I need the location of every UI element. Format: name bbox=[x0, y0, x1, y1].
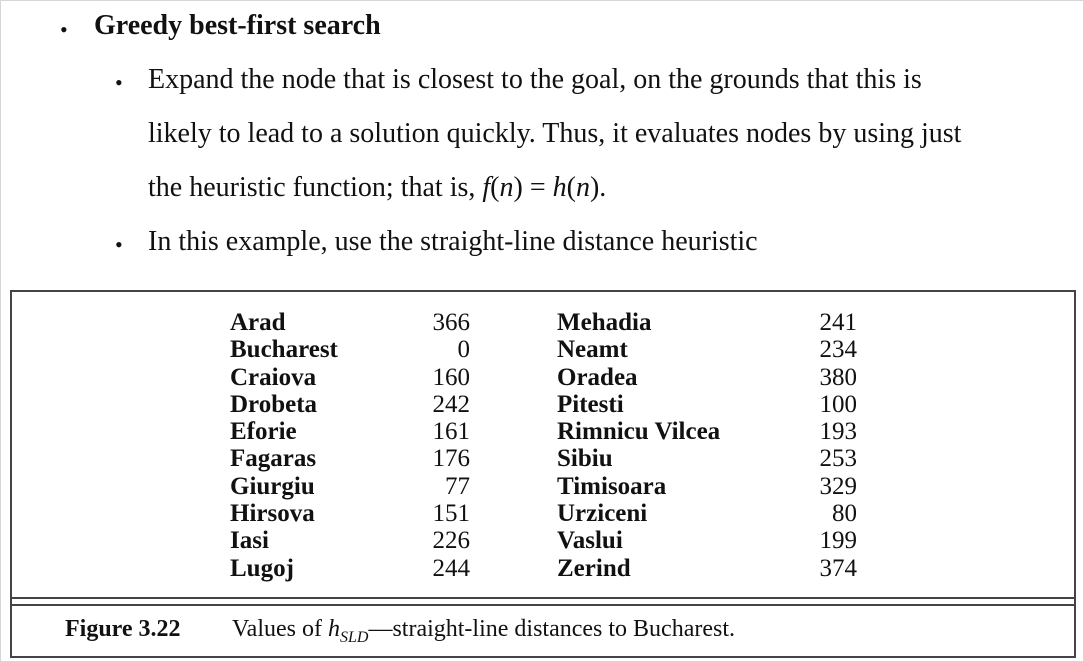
distance-value: 161 bbox=[432, 418, 470, 446]
left-city-names bbox=[230, 309, 338, 582]
distance-value: 199 bbox=[819, 527, 857, 555]
formula-eq: = bbox=[522, 172, 553, 203]
city-name: Bucharest bbox=[230, 336, 338, 364]
city-name: Arad bbox=[230, 309, 286, 336]
city-name: Zerind bbox=[557, 554, 631, 582]
city-name: Iasi bbox=[230, 527, 269, 555]
caption-h: h bbox=[327, 616, 340, 642]
formula-period: . bbox=[599, 172, 607, 203]
distance-value: 242 bbox=[432, 390, 470, 418]
city-name: Rimnicu Vilcea bbox=[557, 418, 721, 446]
distance-value: 77 bbox=[445, 472, 470, 500]
caption-subscript: SLD bbox=[339, 628, 369, 646]
distance-value: 380 bbox=[819, 363, 857, 391]
bullet1-line1: Expand the node that is closest to the goal, on the grounds that this is bbox=[148, 64, 922, 95]
figure-divider bbox=[12, 597, 1074, 606]
caption-suffix: —straight-line distances to Bucharest. bbox=[368, 616, 736, 642]
bullet1-line2: likely to lead to a solution quickly. Thus, it evaluates nodes by using just bbox=[148, 118, 962, 149]
figure-label: Figure 3.22 bbox=[65, 616, 181, 642]
city-name: Hirsova bbox=[230, 500, 315, 528]
right-city-names bbox=[557, 309, 720, 582]
formula-n1: n bbox=[499, 172, 514, 203]
distance-value: 80 bbox=[832, 500, 857, 528]
distance-value: 366 bbox=[432, 309, 470, 336]
distance-value: 234 bbox=[819, 336, 857, 364]
left-distance-values bbox=[410, 309, 470, 582]
distance-value: 329 bbox=[819, 472, 857, 500]
formula-h: h bbox=[552, 172, 567, 203]
figure-caption bbox=[232, 616, 735, 647]
formula-open1: ( bbox=[490, 172, 500, 203]
distance-value: 253 bbox=[819, 445, 857, 473]
right-distance-values bbox=[797, 309, 857, 582]
city-name: Lugoj bbox=[230, 554, 294, 582]
formula-close1: ) bbox=[513, 172, 523, 203]
caption-prefix: Values of bbox=[232, 616, 328, 642]
distance-value: 241 bbox=[819, 309, 857, 336]
city-name: Oradea bbox=[557, 363, 638, 391]
bullet2: In this example, use the straight-line distance heuristic bbox=[148, 226, 758, 257]
city-name: Craiova bbox=[230, 363, 317, 391]
figure-box bbox=[10, 290, 1076, 658]
bullet-dot-1: • bbox=[115, 70, 123, 95]
bullet-dot-heading: • bbox=[60, 17, 68, 42]
distance-value: 0 bbox=[457, 336, 470, 364]
distance-value: 151 bbox=[432, 500, 470, 528]
city-name: Eforie bbox=[230, 418, 297, 446]
heading: Greedy best-first search bbox=[94, 10, 381, 41]
city-name: Mehadia bbox=[557, 309, 652, 336]
distance-value: 160 bbox=[432, 363, 470, 391]
distance-value: 226 bbox=[432, 527, 470, 555]
distance-value: 176 bbox=[432, 445, 470, 473]
city-name: Drobeta bbox=[230, 390, 318, 418]
bullet1-line3 bbox=[148, 172, 606, 204]
formula-f: f bbox=[482, 172, 491, 203]
bullet-dot-2: • bbox=[115, 232, 123, 257]
formula bbox=[482, 172, 606, 203]
distance-value: 244 bbox=[432, 554, 470, 582]
city-name: Timisoara bbox=[557, 472, 667, 500]
distance-value: 374 bbox=[819, 554, 857, 582]
formula-close2: ) bbox=[589, 172, 600, 203]
city-name: Pitesti bbox=[557, 390, 624, 418]
bullet1-line3-prefix: the heuristic function; that is, bbox=[148, 172, 476, 203]
city-name: Giurgiu bbox=[230, 472, 315, 500]
city-name: Fagaras bbox=[230, 445, 317, 473]
distance-value: 193 bbox=[819, 418, 857, 446]
city-name: Sibiu bbox=[557, 445, 613, 473]
city-name: Vaslui bbox=[557, 527, 623, 555]
city-name: Neamt bbox=[557, 336, 628, 364]
distance-value: 100 bbox=[819, 390, 857, 418]
formula-open2: ( bbox=[566, 172, 576, 203]
formula-n2: n bbox=[575, 172, 590, 203]
city-name: Urziceni bbox=[557, 500, 648, 528]
